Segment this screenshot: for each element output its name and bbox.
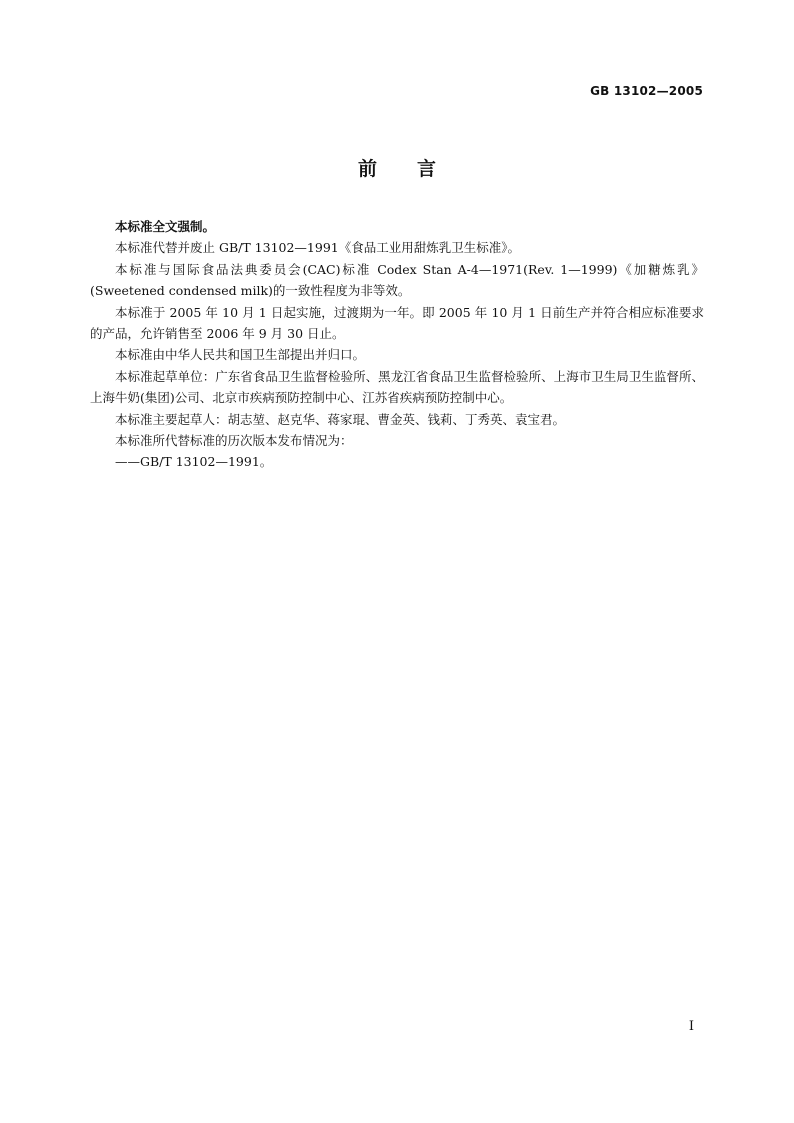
paragraph-drafting-units: 本标准起草单位：广东省食品卫生监督检验所、黑龙江省食品卫生监督检验所、上海市卫生局卫生监督所、上海牛奶(集团)公司、北京市疾病预防控制中心、江苏省疾病预防控制中心。 (90, 368, 704, 406)
paragraph-drafters: 本标准主要起草人：胡志堃、赵克华、蒋家琨、曹金英、钱莉、丁秀英、袁宝君。 (115, 411, 566, 427)
paragraph-history-item: ——GB/T 13102—1991。 (115, 454, 273, 470)
paragraph-effective-date: 本标准于 2005 年 10 月 1 日起实施，过渡期为一年。即 2005 年 10 月 1 日前生产并符合相应标准要求的产品，允许销售至 2006 年 9 月 30 日止。 (90, 304, 704, 342)
standard-code: GB 13102—2005 (590, 84, 703, 98)
foreword-body (90, 216, 704, 473)
paragraph-proposed-by: 本标准由中华人民共和国卫生部提出并归口。 (115, 347, 366, 363)
page-title: 前言 (357, 158, 476, 180)
paragraph-consistency: 本标准与国际食品法典委员会(CAC)标准 Codex Stan A-4—1971(Rev. 1—1999)《加糖炼乳》(Sweetened condensed milk)的一致性程度为非等效。 (90, 261, 704, 299)
page-number: I (688, 1019, 694, 1034)
paragraph-replaces: 本标准代替并废止 GB/T 13102—1991《食品工业用甜炼乳卫生标准》。 (115, 240, 520, 256)
paragraph-mandatory: 本标准全文强制。 (115, 219, 216, 234)
paragraph-history-intro: 本标准所代替标准的历次版本发布情况为： (115, 433, 353, 449)
